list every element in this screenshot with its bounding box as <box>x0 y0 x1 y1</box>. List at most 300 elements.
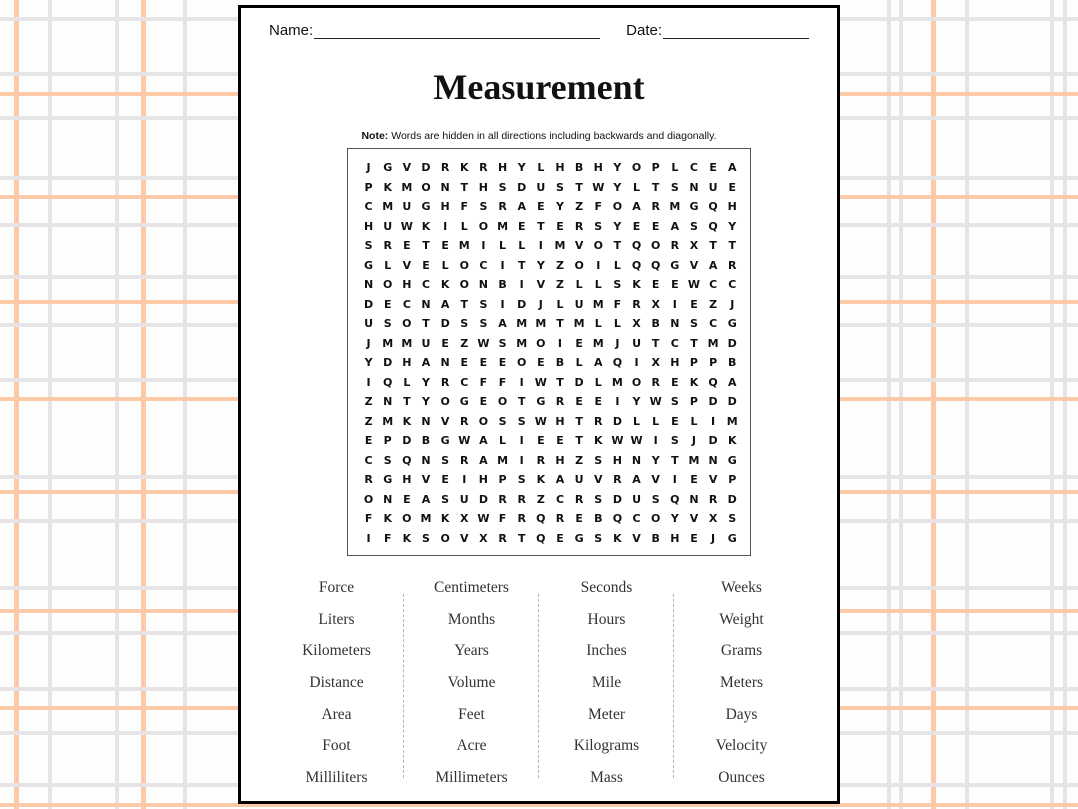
grid-letter[interactable]: H <box>402 356 412 369</box>
grid-letter[interactable]: E <box>556 434 564 447</box>
grid-letter[interactable]: M <box>458 239 470 252</box>
grid-letter[interactable]: E <box>709 161 717 174</box>
grid-letter[interactable]: L <box>460 219 468 233</box>
grid-letter[interactable]: E <box>537 356 545 369</box>
grid-letter[interactable]: W <box>649 395 662 408</box>
grid-letter[interactable]: C <box>364 200 373 213</box>
grid-letter[interactable]: E <box>671 375 679 389</box>
grid-letter[interactable]: C <box>709 317 718 330</box>
grid-letter[interactable]: S <box>498 414 507 428</box>
grid-letter[interactable]: O <box>612 200 623 213</box>
grid-letter[interactable]: F <box>613 297 622 311</box>
grid-letter[interactable]: O <box>363 492 374 506</box>
grid-letter[interactable]: X <box>689 239 699 252</box>
grid-letter[interactable]: F <box>498 512 507 525</box>
grid-letter[interactable]: I <box>462 473 467 486</box>
grid-letter[interactable]: P <box>689 356 698 369</box>
date-field[interactable] <box>626 22 809 39</box>
grid-letter[interactable]: Y <box>670 512 679 525</box>
grid-letter[interactable]: V <box>574 239 584 252</box>
grid-letter[interactable]: E <box>651 278 660 291</box>
grid-letter[interactable]: E <box>403 492 411 506</box>
grid-letter[interactable]: A <box>632 200 641 213</box>
grid-letter[interactable]: H <box>478 180 489 194</box>
grid-letter[interactable]: D <box>708 395 718 408</box>
grid-letter[interactable]: L <box>671 161 679 174</box>
grid-letter[interactable]: R <box>708 492 718 506</box>
grid-letter[interactable]: Y <box>422 375 430 389</box>
grid-letter[interactable]: R <box>498 492 507 506</box>
grid-letter[interactable]: P <box>709 356 718 369</box>
grid-letter[interactable]: A <box>632 473 641 486</box>
grid-letter[interactable]: K <box>593 434 603 447</box>
grid-letter[interactable]: G <box>727 453 737 467</box>
grid-letter[interactable]: I <box>519 278 524 291</box>
grid-letter[interactable]: G <box>574 531 584 545</box>
grid-letter[interactable]: K <box>632 278 641 291</box>
grid-letter[interactable]: R <box>517 492 526 506</box>
grid-letter[interactable]: S <box>594 453 603 467</box>
grid-letter[interactable]: O <box>459 278 469 291</box>
grid-letter[interactable]: M <box>688 453 700 467</box>
grid-letter[interactable]: C <box>689 161 698 174</box>
grid-letter[interactable]: G <box>727 531 737 545</box>
grid-letter[interactable]: S <box>728 512 737 525</box>
grid-letter[interactable]: H <box>612 453 622 467</box>
grid-letter[interactable]: W <box>458 434 471 447</box>
grid-letter[interactable]: A <box>555 473 565 486</box>
grid-letter[interactable]: O <box>631 375 642 389</box>
grid-letter[interactable]: K <box>402 531 412 545</box>
grid-letter[interactable]: K <box>440 278 450 291</box>
grid-letter[interactable]: E <box>556 531 564 545</box>
grid-letter[interactable]: I <box>634 356 639 369</box>
grid-letter[interactable]: E <box>671 278 679 291</box>
grid-letter[interactable]: C <box>402 297 411 311</box>
grid-letter[interactable]: W <box>611 434 624 447</box>
grid-letter[interactable]: M <box>592 336 604 350</box>
grid-letter[interactable]: D <box>727 336 737 350</box>
grid-letter[interactable]: R <box>440 161 450 174</box>
grid-letter[interactable]: T <box>517 531 526 545</box>
grid-letter[interactable]: Z <box>536 492 545 506</box>
grid-letter[interactable]: R <box>460 414 469 428</box>
grid-letter[interactable]: O <box>517 356 527 369</box>
grid-letter[interactable]: E <box>498 356 507 369</box>
grid-letter[interactable]: Y <box>517 161 526 174</box>
grid-letter[interactable]: S <box>689 219 698 233</box>
grid-letter[interactable]: B <box>421 434 431 447</box>
grid-letter[interactable]: L <box>499 434 507 447</box>
grid-letter[interactable]: S <box>517 414 526 428</box>
grid-letter[interactable]: V <box>651 473 660 486</box>
grid-letter[interactable]: K <box>421 219 431 233</box>
grid-letter[interactable]: I <box>519 375 524 389</box>
grid-letter[interactable]: S <box>670 180 679 194</box>
grid-letter[interactable]: T <box>575 180 583 194</box>
grid-letter[interactable]: M <box>382 414 394 428</box>
grid-letter[interactable]: S <box>498 336 507 350</box>
grid-letter[interactable]: O <box>383 278 393 291</box>
grid-letter[interactable]: E <box>517 219 526 233</box>
grid-letter[interactable]: H <box>363 219 374 233</box>
grid-letter[interactable]: L <box>537 161 545 174</box>
grid-letter[interactable]: O <box>459 258 469 272</box>
grid-letter[interactable]: R <box>498 531 507 545</box>
grid-letter[interactable]: M <box>382 200 394 213</box>
grid-letter[interactable]: M <box>497 219 509 233</box>
grid-letter[interactable]: Z <box>460 336 469 350</box>
grid-letter[interactable]: E <box>575 512 583 525</box>
grid-letter[interactable]: T <box>613 239 622 252</box>
grid-letter[interactable]: Q <box>631 258 642 272</box>
grid-letter[interactable]: K <box>402 414 412 428</box>
grid-letter[interactable]: T <box>460 180 469 194</box>
grid-letter[interactable]: T <box>537 219 545 233</box>
grid-letter[interactable]: I <box>366 531 371 545</box>
grid-letter[interactable]: A <box>708 258 718 272</box>
grid-letter[interactable]: B <box>651 531 660 545</box>
grid-letter[interactable]: C <box>479 258 488 272</box>
grid-letter[interactable]: T <box>517 395 526 408</box>
grid-letter[interactable]: Q <box>612 356 623 369</box>
grid-letter[interactable]: X <box>651 356 660 369</box>
grid-letter[interactable]: E <box>690 473 698 486</box>
grid-letter[interactable]: I <box>443 219 448 233</box>
grid-letter[interactable]: E <box>441 239 449 252</box>
grid-letter[interactable]: C <box>728 278 737 291</box>
grid-letter[interactable]: J <box>691 434 696 447</box>
grid-letter[interactable]: M <box>516 336 528 350</box>
grid-letter[interactable]: Y <box>651 453 660 467</box>
grid-letter[interactable]: V <box>402 258 412 272</box>
grid-letter[interactable]: U <box>383 219 393 233</box>
grid-letter[interactable]: V <box>708 473 718 486</box>
grid-letter[interactable]: G <box>670 258 680 272</box>
grid-letter[interactable]: R <box>479 161 488 174</box>
grid-letter[interactable]: E <box>537 434 545 447</box>
grid-letter[interactable]: U <box>708 180 718 194</box>
grid-letter[interactable]: B <box>651 317 660 330</box>
grid-letter[interactable]: J <box>730 297 735 311</box>
grid-letter[interactable]: X <box>708 512 718 525</box>
grid-letter[interactable]: G <box>536 395 546 408</box>
grid-letter[interactable]: O <box>593 239 603 252</box>
grid-letter[interactable]: F <box>479 375 488 389</box>
grid-letter[interactable]: N <box>478 278 489 291</box>
grid-letter[interactable]: E <box>364 434 373 447</box>
grid-letter[interactable]: R <box>517 512 526 525</box>
grid-letter[interactable]: U <box>421 336 431 350</box>
grid-letter[interactable]: V <box>689 512 699 525</box>
grid-letter[interactable]: M <box>726 414 738 428</box>
grid-letter[interactable]: X <box>460 512 469 525</box>
grid-letter[interactable]: D <box>364 297 374 311</box>
grid-letter[interactable]: K <box>689 375 699 389</box>
grid-letter[interactable]: M <box>401 336 413 350</box>
grid-letter[interactable]: R <box>728 258 737 272</box>
grid-letter[interactable]: P <box>689 395 698 408</box>
grid-letter[interactable]: Z <box>575 453 584 467</box>
grid-letter[interactable]: R <box>555 395 565 408</box>
grid-letter[interactable]: R <box>574 492 584 506</box>
grid-letter[interactable]: C <box>555 492 565 506</box>
grid-letter[interactable]: D <box>708 434 718 447</box>
grid-letter[interactable]: S <box>383 453 392 467</box>
grid-letter[interactable]: R <box>460 453 469 467</box>
grid-letter[interactable]: Q <box>402 453 412 467</box>
grid-letter[interactable]: L <box>499 239 507 252</box>
grid-letter[interactable]: E <box>422 258 430 272</box>
grid-letter[interactable]: W <box>687 278 701 291</box>
grid-letter[interactable]: C <box>632 512 641 525</box>
grid-letter[interactable]: H <box>670 531 680 545</box>
grid-letter[interactable]: L <box>575 356 583 369</box>
grid-letter[interactable]: L <box>575 278 583 291</box>
grid-letter[interactable]: K <box>613 531 622 545</box>
grid-letter[interactable]: B <box>555 356 565 369</box>
grid-letter[interactable]: J <box>615 336 620 350</box>
grid-letter[interactable]: X <box>651 297 660 311</box>
grid-letter[interactable]: A <box>727 375 737 389</box>
grid-letter[interactable]: Q <box>708 219 718 233</box>
grid-letter[interactable]: U <box>364 317 374 330</box>
grid-letter[interactable]: W <box>534 375 547 389</box>
grid-letter[interactable]: L <box>441 258 449 272</box>
grid-letter[interactable]: Q <box>612 512 623 525</box>
grid-letter[interactable]: W <box>477 336 490 350</box>
grid-letter[interactable]: I <box>653 434 658 447</box>
grid-letter[interactable]: N <box>421 453 431 467</box>
grid-letter[interactable]: G <box>383 161 393 174</box>
grid-letter[interactable]: I <box>711 414 716 428</box>
grid-letter[interactable]: U <box>632 336 641 350</box>
grid-letter[interactable]: O <box>402 317 412 330</box>
grid-letter[interactable]: L <box>594 278 602 291</box>
grid-letter[interactable]: L <box>556 297 564 311</box>
grid-letter[interactable]: I <box>519 434 524 447</box>
grid-letter[interactable]: S <box>689 317 698 330</box>
grid-letter[interactable]: E <box>690 297 698 311</box>
grid-letter[interactable]: T <box>460 297 469 311</box>
grid-letter[interactable]: O <box>478 414 489 428</box>
grid-letter[interactable]: T <box>575 434 583 447</box>
grid-letter[interactable]: S <box>479 297 488 311</box>
grid-letter[interactable]: Y <box>613 219 622 233</box>
grid-letter[interactable]: I <box>615 395 620 408</box>
grid-letter[interactable]: S <box>441 453 450 467</box>
grid-letter[interactable]: A <box>421 492 431 506</box>
grid-letter[interactable]: S <box>670 434 679 447</box>
grid-letter[interactable]: M <box>516 317 528 330</box>
grid-letter[interactable]: M <box>707 336 719 350</box>
grid-letter[interactable]: D <box>478 492 488 506</box>
name-field[interactable] <box>269 22 600 39</box>
grid-letter[interactable]: E <box>575 395 583 408</box>
grid-letter[interactable]: D <box>727 395 737 408</box>
grid-letter[interactable]: Y <box>728 219 737 233</box>
grid-letter[interactable]: O <box>574 258 584 272</box>
grid-letter[interactable]: Y <box>613 161 622 174</box>
grid-letter[interactable]: G <box>727 317 737 330</box>
grid-letter[interactable]: N <box>421 297 431 311</box>
grid-letter[interactable]: O <box>402 512 412 525</box>
grid-letter[interactable]: D <box>517 297 527 311</box>
grid-letter[interactable]: L <box>633 414 641 428</box>
grid-letter[interactable]: I <box>557 336 563 350</box>
grid-letter[interactable]: H <box>670 356 680 369</box>
grid-letter[interactable]: Q <box>708 375 718 389</box>
grid-letter[interactable]: S <box>479 200 488 213</box>
grid-letter[interactable]: I <box>366 375 371 389</box>
grid-letter[interactable]: D <box>612 414 622 428</box>
grid-letter[interactable]: I <box>596 258 601 272</box>
grid-letter[interactable]: O <box>440 531 450 545</box>
grid-letter[interactable]: K <box>383 180 392 194</box>
grid-letter[interactable]: S <box>594 531 603 545</box>
grid-letter[interactable]: E <box>479 356 488 369</box>
grid-letter[interactable]: I <box>500 297 505 311</box>
grid-letter[interactable]: R <box>364 473 373 486</box>
grid-letter[interactable]: D <box>383 356 393 369</box>
grid-letter[interactable]: M <box>554 239 566 252</box>
grid-letter[interactable]: P <box>498 473 507 486</box>
grid-letter[interactable]: Z <box>555 278 564 291</box>
grid-letter[interactable]: C <box>364 453 373 467</box>
grid-letter[interactable]: L <box>384 258 392 272</box>
grid-letter[interactable]: D <box>727 492 737 506</box>
grid-letter[interactable]: I <box>672 297 677 311</box>
name-blank-line[interactable] <box>314 24 600 39</box>
grid-letter[interactable]: Q <box>631 239 642 252</box>
grid-letter[interactable]: R <box>670 239 680 252</box>
grid-letter[interactable]: E <box>575 336 583 350</box>
grid-letter[interactable]: J <box>366 161 371 174</box>
grid-letter[interactable]: I <box>519 453 524 467</box>
grid-letter[interactable]: C <box>670 336 679 350</box>
grid-letter[interactable]: W <box>592 180 605 194</box>
grid-letter[interactable]: U <box>574 473 584 486</box>
grid-letter[interactable]: V <box>594 473 603 486</box>
grid-letter[interactable]: C <box>460 375 469 389</box>
grid-letter[interactable]: S <box>479 317 488 330</box>
grid-letter[interactable]: Q <box>670 492 680 506</box>
grid-letter[interactable]: G <box>689 200 699 213</box>
grid-letter[interactable]: N <box>383 395 393 408</box>
grid-letter[interactable]: I <box>481 239 486 252</box>
grid-letter[interactable]: T <box>575 414 583 428</box>
grid-letter[interactable]: N <box>383 492 393 506</box>
grid-letter[interactable]: J <box>711 531 716 545</box>
grid-letter[interactable]: R <box>632 297 641 311</box>
grid-letter[interactable]: D <box>517 180 527 194</box>
grid-letter[interactable]: V <box>536 278 546 291</box>
grid-letter[interactable]: Q <box>536 531 546 545</box>
grid-letter[interactable]: A <box>498 317 507 330</box>
grid-letter[interactable]: Q <box>708 200 718 213</box>
grid-letter[interactable]: A <box>421 356 431 369</box>
grid-letter[interactable]: V <box>689 258 699 272</box>
grid-letter[interactable]: O <box>651 512 661 525</box>
grid-letter[interactable]: E <box>690 531 698 545</box>
grid-letter[interactable]: S <box>498 180 507 194</box>
grid-letter[interactable]: L <box>690 414 698 428</box>
grid-letter[interactable]: E <box>441 473 449 486</box>
grid-letter[interactable]: S <box>383 317 392 330</box>
grid-letter[interactable]: O <box>536 336 546 350</box>
grid-letter[interactable]: N <box>631 453 642 467</box>
grid-letter[interactable]: T <box>517 258 526 272</box>
grid-letter[interactable]: O <box>421 180 431 194</box>
grid-letter[interactable]: E <box>537 200 545 213</box>
grid-letter[interactable]: D <box>440 317 450 330</box>
grid-letter[interactable]: W <box>477 512 490 525</box>
grid-letter[interactable]: H <box>555 453 565 467</box>
grid-letter[interactable]: O <box>631 161 642 174</box>
grid-letter[interactable]: E <box>651 219 660 233</box>
grid-letter[interactable]: Q <box>651 258 661 272</box>
grid-letter[interactable]: D <box>421 161 431 174</box>
grid-letter[interactable]: W <box>630 434 643 447</box>
grid-letter[interactable]: E <box>556 219 564 233</box>
grid-letter[interactable]: N <box>363 278 374 291</box>
grid-letter[interactable]: Z <box>555 258 564 272</box>
grid-letter[interactable]: L <box>403 375 411 389</box>
grid-letter[interactable]: F <box>364 512 373 525</box>
grid-letter[interactable]: T <box>728 239 736 252</box>
grid-letter[interactable]: H <box>402 278 412 291</box>
grid-letter[interactable]: B <box>728 356 737 369</box>
grid-letter[interactable]: A <box>670 219 680 233</box>
grid-letter[interactable]: O <box>497 395 508 408</box>
grid-letter[interactable]: O <box>440 395 450 408</box>
grid-letter[interactable]: I <box>672 473 677 486</box>
grid-letter[interactable]: V <box>440 414 450 428</box>
grid-letter[interactable]: T <box>556 317 564 330</box>
grid-letter[interactable]: Q <box>383 375 393 389</box>
grid-letter[interactable]: M <box>535 317 547 330</box>
grid-letter[interactable]: C <box>709 278 718 291</box>
grid-letter[interactable]: K <box>536 473 546 486</box>
grid-letter[interactable]: Z <box>364 395 373 408</box>
grid-letter[interactable]: Y <box>536 258 545 272</box>
grid-letter[interactable]: H <box>555 414 565 428</box>
grid-letter[interactable]: E <box>441 336 449 350</box>
grid-letter[interactable]: T <box>671 453 679 467</box>
grid-letter[interactable]: V <box>460 531 469 545</box>
grid-letter[interactable]: S <box>517 473 526 486</box>
grid-letter[interactable]: T <box>422 317 430 330</box>
grid-letter[interactable]: R <box>594 414 603 428</box>
grid-letter[interactable]: Y <box>364 356 373 369</box>
grid-letter[interactable]: M <box>592 297 604 311</box>
grid-letter[interactable]: U <box>536 180 546 194</box>
grid-letter[interactable]: U <box>459 492 469 506</box>
grid-letter[interactable]: F <box>498 375 507 389</box>
grid-letter[interactable]: R <box>440 375 450 389</box>
grid-letter[interactable]: A <box>594 356 603 369</box>
grid-letter[interactable]: L <box>518 239 526 252</box>
grid-letter[interactable]: E <box>594 395 603 408</box>
grid-letter[interactable]: G <box>383 473 393 486</box>
grid-letter[interactable]: N <box>421 414 431 428</box>
grid-letter[interactable]: A <box>440 297 450 311</box>
grid-letter[interactable]: S <box>670 395 679 408</box>
grid-letter[interactable]: H <box>497 161 508 174</box>
grid-letter[interactable]: F <box>383 531 392 545</box>
grid-letter[interactable]: E <box>403 239 411 252</box>
grid-letter[interactable]: K <box>727 434 737 447</box>
